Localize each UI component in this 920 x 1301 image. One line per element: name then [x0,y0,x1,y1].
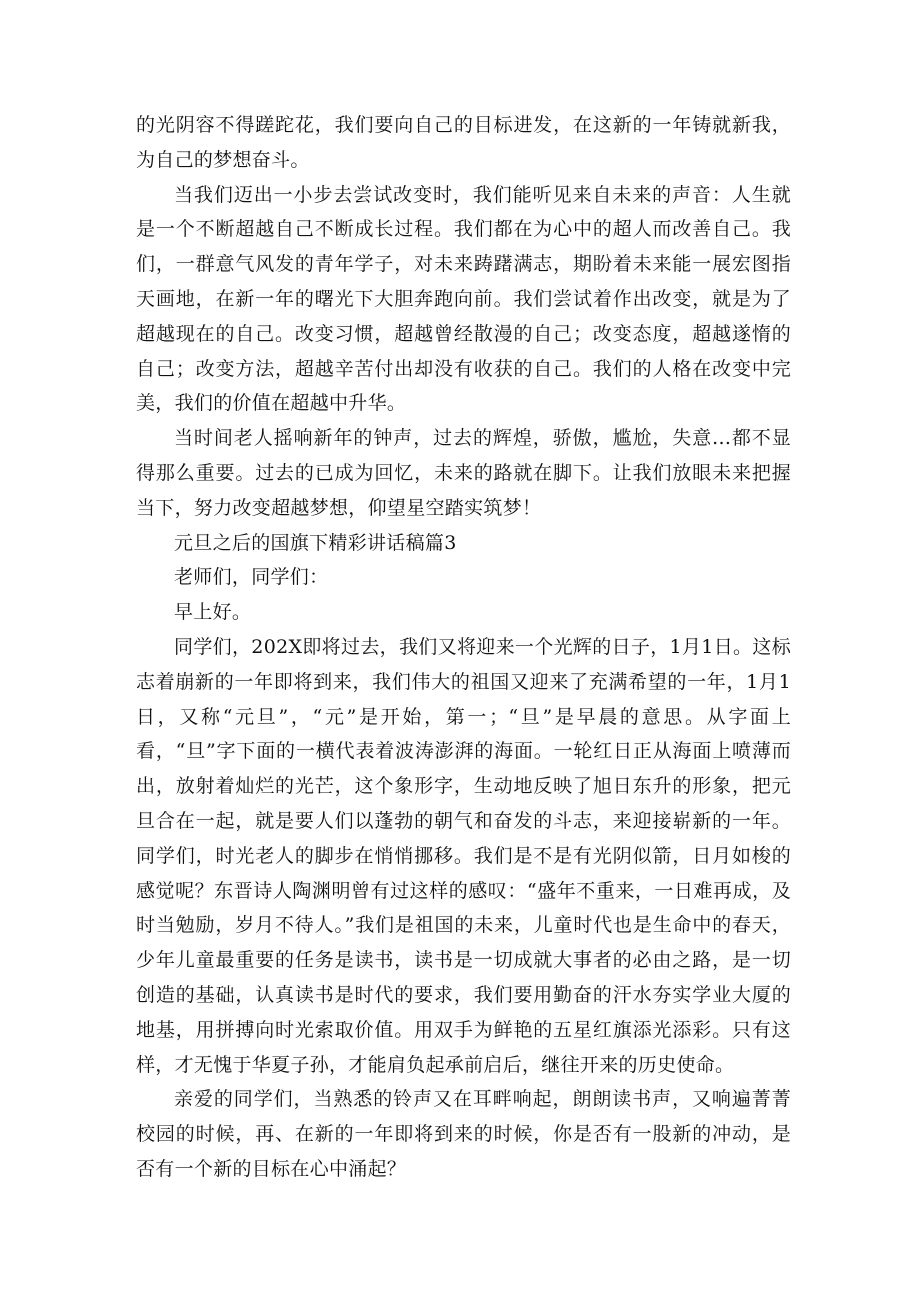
paragraph-bell: 当时间老人摇响新年的钟声，过去的辉煌，骄傲，尴尬，失意...都不显得那么重要。过去的已成为回忆，未来的路就在脚下。让我们放眼未来把握当下，努力改变超越梦想，仰望星空踏实筑梦！ [136,427,791,519]
section-title: 元旦之后的国旗下精彩讲话稿篇3 [174,531,457,554]
paragraph-bellring: 亲爱的同学们，当熟悉的铃声又在耳畔响起，朗朗读书声，又响遍菁菁校园的时候，再、在新的一年即将到来的时候，你是否有一股新的冲动，是否有一个新的目标在心中涌起？ [136,1088,791,1180]
greeting: 早上好。 [174,601,252,624]
salutation: 老师们，同学们： [174,566,329,589]
paragraph-continuation: 的光阴容不得蹉跎花，我们要向自己的目标进发，在这新的一年铸就新我，为自己的梦想奋斗。 [136,114,791,171]
paragraph-newyear: 同学们，202X即将过去，我们又将迎来一个光辉的日子，1月1日。这标志着崩新的一年即将到来，我们伟大的祖国又迎来了充满希望的一年，1月1日，又称“元旦”，“元”是开始，第一；“旦”是早晨的意思。从字面上看，“旦”字下面的一横代表着波涛澎湃的海面。一轮红日正从海面上喷薄而出，放射着灿烂的光芒，这个象形字，生动地反映了旭日东升的形象，把元旦合在一起，就是要人们以蓬勃的朝气和奋发的斗志，来迎接崭新的一年。同学们，时光老人的脚步在悄悄挪移。我们是不是有光阴似箭，日月如梭的感觉呢？东晋诗人陶渊明曾有过这样的感叹：“盛年不重来，一日难再成，及时当勉励，岁月不待人。”我们是祖国的未来，儿童时代也是生命中的春天，少年儿童最重要的任务是读书，读书是一切成就大事者的必由之路，是一切创造的基础，认真读书是时代的要求，我们要用勤奋的汗水夯实学业大厦的地基，用拼搏向时光索取价值。用双手为鲜艳的五星红旗添光添彩。只有这样，才无愧于华夏子孙，才能肩负起承前启后，继往开来的历史使命。 [136,635,791,1076]
document-body [136,108,791,1187]
paragraph-change: 当我们迈出一小步去尝试改变时，我们能听见来自未来的声音：人生就是一个不断超越自己不断成长过程。我们都在为心中的超人而改善自己。我们，一群意气风发的青年学子，对未来踌躇满志，期盼着未来能一展宏图指天画地，在新一年的曙光下大胆奔跑向前。我们尝试着作出改变，就是为了超越现在的自己。改变习惯，超越曾经散漫的自己；改变态度，超越遂惰的自己；改变方法，超越辛苦付出却没有收获的自己。我们的人格在改变中完美，我们的价值在超越中升华。 [136,183,791,415]
